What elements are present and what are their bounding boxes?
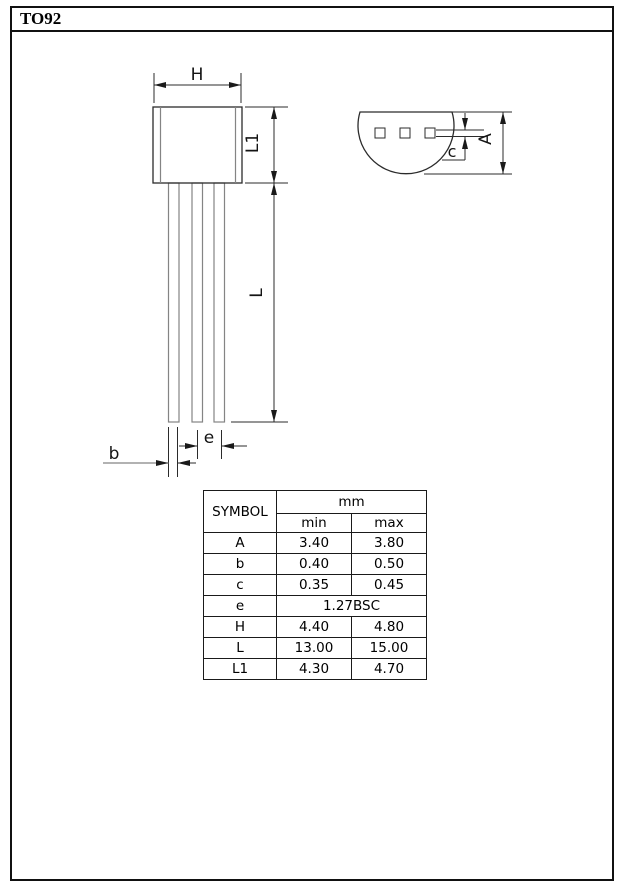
- table-header-max: max: [352, 514, 427, 533]
- cell-symbol: A: [204, 533, 277, 554]
- cell-max: 3.80: [352, 533, 427, 554]
- cell-max: 4.70: [352, 659, 427, 680]
- lead-section-left: [375, 128, 385, 138]
- table-row: [204, 617, 427, 638]
- cell-symbol: c: [204, 575, 277, 596]
- dim-label-b: b: [108, 444, 120, 464]
- dim-label-l: L: [247, 288, 267, 298]
- dimension-b: [103, 427, 196, 477]
- cell-value: 1.27BSC: [277, 596, 427, 617]
- cell-max: 0.50: [352, 554, 427, 575]
- dim-label-c: c: [447, 142, 457, 161]
- table-row: [204, 533, 427, 554]
- lead-right: [214, 183, 225, 422]
- table-row: [204, 638, 427, 659]
- dim-label-h: H: [190, 65, 204, 85]
- dim-label-l1: L1: [243, 132, 263, 154]
- package-body: [153, 107, 242, 183]
- lead-middle: [192, 183, 203, 422]
- table-header-symbol: SYMBOL: [204, 491, 277, 533]
- lead-left: [169, 183, 180, 422]
- cell-min: 0.40: [277, 554, 352, 575]
- front-view-drawing: [103, 65, 288, 477]
- dim-label-e: e: [203, 428, 215, 448]
- dimension-A: [424, 112, 512, 174]
- dimension-table: [203, 490, 427, 680]
- cell-symbol: b: [204, 554, 277, 575]
- table-row: [204, 554, 427, 575]
- table-header-min: min: [277, 514, 352, 533]
- cell-symbol: L1: [204, 659, 277, 680]
- cell-min: 4.30: [277, 659, 352, 680]
- lead-section-right: [425, 128, 435, 138]
- top-view-drawing: [358, 112, 512, 174]
- cell-min: 4.40: [277, 617, 352, 638]
- table-row: [204, 659, 427, 680]
- table-row: [204, 596, 427, 617]
- dimension-L1: [243, 107, 288, 183]
- dimension-H: [154, 65, 241, 103]
- table-header-unit: mm: [277, 491, 427, 514]
- lead-section-middle: [400, 128, 410, 138]
- cell-min: 13.00: [277, 638, 352, 659]
- cell-max: 4.80: [352, 617, 427, 638]
- cell-symbol: e: [204, 596, 277, 617]
- cell-symbol: H: [204, 617, 277, 638]
- dimension-L: [231, 183, 288, 422]
- table-row: [204, 575, 427, 596]
- cell-min: 0.35: [277, 575, 352, 596]
- cell-max: 0.45: [352, 575, 427, 596]
- package-title: TO92: [20, 9, 62, 28]
- package-top-outline: [358, 112, 454, 174]
- dimension-e: [179, 428, 247, 459]
- dim-label-a: A: [476, 133, 496, 145]
- cell-max: 15.00: [352, 638, 427, 659]
- cell-symbol: L: [204, 638, 277, 659]
- cell-min: 3.40: [277, 533, 352, 554]
